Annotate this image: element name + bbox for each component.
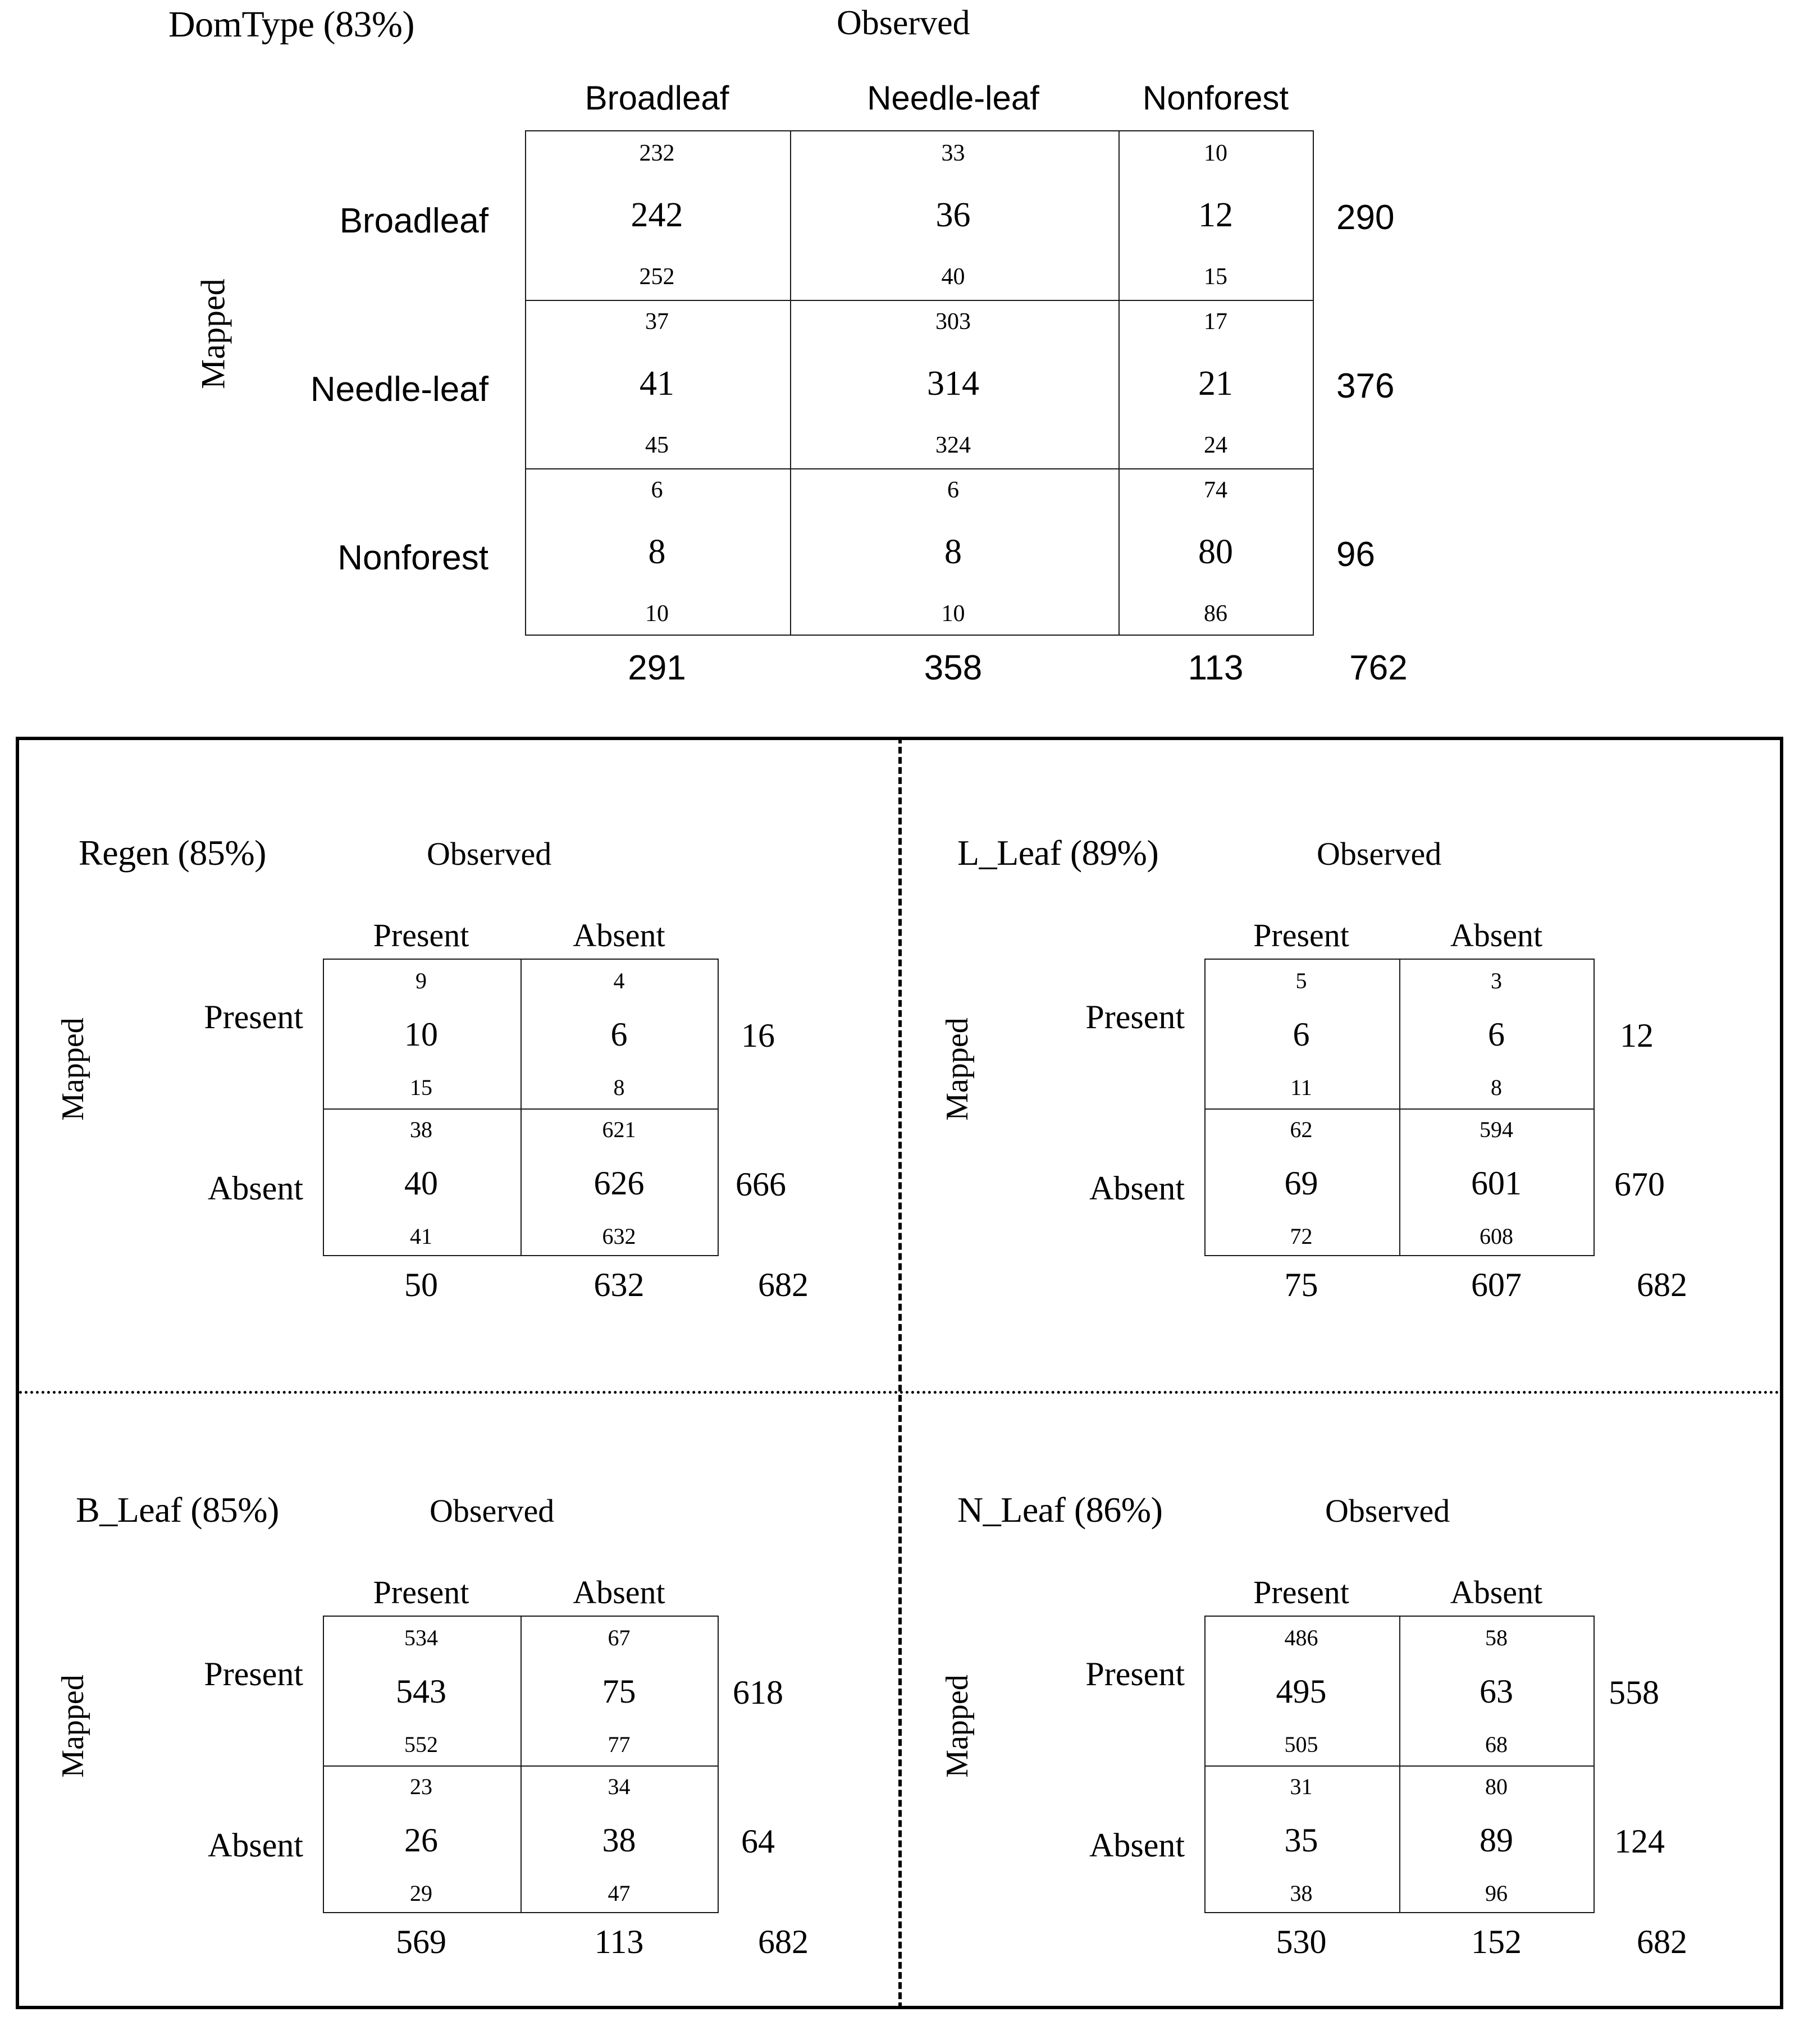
cell-lower-bound: 232 (639, 140, 675, 166)
cell-upper-bound: 10 (941, 601, 965, 627)
n-leaf-col-header-1: Absent (1450, 1574, 1543, 1610)
cell-upper-bound: 552 (404, 1732, 438, 1757)
col-total-value: 569 (396, 1923, 446, 1960)
n-leaf-cell-r1c1 (1398, 1776, 1595, 1905)
n-leaf-row-total-1: 124 (1614, 1823, 1665, 1860)
regen-col-total-1 (519, 1266, 719, 1304)
n-leaf-observed-axis-label: Observed (1325, 1493, 1450, 1529)
n-leaf-cell-r0c0 (1204, 1627, 1398, 1756)
l-leaf-grid-hline-1 (1206, 1108, 1593, 1110)
cell-upper-bound: 10 (645, 601, 669, 627)
grand-total-value: 762 (1349, 649, 1408, 687)
n-leaf-col-total-1 (1398, 1923, 1595, 1961)
n-leaf-cell-r1c0 (1204, 1776, 1398, 1905)
n-leaf-row-header-0: Present (1085, 1655, 1185, 1692)
cell-estimate: 40 (404, 1165, 438, 1202)
cell-lower-bound: 4 (613, 968, 625, 993)
cell-upper-bound: 15 (410, 1075, 432, 1100)
cell-upper-bound: 41 (410, 1224, 432, 1249)
cell-lower-bound: 80 (1485, 1774, 1508, 1799)
regen-col-header-1: Absent (573, 917, 665, 953)
cell-estimate: 495 (1276, 1673, 1327, 1710)
cell-estimate: 626 (593, 1165, 645, 1202)
b-leaf-col-total-0 (323, 1923, 519, 1961)
col-total-value: 113 (1188, 649, 1244, 687)
regen-row-total-0: 16 (741, 1017, 775, 1054)
regen-cell-r1c0 (323, 1119, 519, 1248)
cell-upper-bound: 8 (1491, 1075, 1502, 1100)
col-total-value: 530 (1276, 1923, 1327, 1960)
n-leaf-mapped-axis-label: Mapped (940, 1675, 975, 1778)
cell-estimate: 89 (1480, 1822, 1513, 1859)
domtype-row-total-1: 376 (1336, 367, 1395, 405)
l-leaf-grand-total (1600, 1266, 1724, 1304)
cell-lower-bound: 9 (415, 968, 427, 993)
domtype-grid-hline-2 (526, 468, 1313, 469)
l-leaf-col-total-1 (1398, 1266, 1595, 1304)
cell-lower-bound: 6 (651, 477, 663, 503)
cell-estimate: 543 (396, 1673, 446, 1710)
grand-total-value: 682 (758, 1266, 809, 1303)
regen-cell-r0c0 (323, 970, 519, 1099)
cell-lower-bound: 67 (608, 1625, 631, 1650)
b-leaf-observed-axis-label: Observed (430, 1493, 555, 1529)
cell-lower-bound: 486 (1284, 1625, 1318, 1650)
cell-estimate: 80 (1198, 533, 1233, 571)
col-total-value: 358 (924, 649, 983, 687)
b-leaf-cell-r0c0 (323, 1627, 519, 1756)
regen-row-header-0: Present (204, 998, 303, 1035)
cell-estimate: 36 (935, 196, 971, 234)
col-total-value: 113 (594, 1923, 644, 1960)
domtype-title: DomType (83%) (168, 4, 414, 45)
b-leaf-cell-r1c0 (323, 1776, 519, 1905)
cell-upper-bound: 96 (1485, 1881, 1508, 1906)
l-leaf-cell-r1c1 (1398, 1119, 1595, 1248)
l-leaf-col-header-1: Absent (1450, 917, 1543, 953)
cell-estimate: 6 (1293, 1016, 1310, 1053)
l-leaf-col-header-0: Present (1253, 917, 1349, 953)
regen-col-header-0: Present (373, 917, 469, 953)
cell-lower-bound: 34 (608, 1774, 631, 1799)
b-leaf-row-header-1: Absent (208, 1827, 303, 1864)
l-leaf-cell-r1c0 (1204, 1119, 1398, 1248)
l-leaf-row-total-0: 12 (1620, 1017, 1654, 1054)
regen-grand-total (722, 1266, 845, 1304)
col-total-value: 632 (593, 1266, 645, 1303)
cell-estimate: 10 (404, 1016, 438, 1053)
domtype-col-total-0 (525, 648, 789, 688)
grand-total-value: 682 (758, 1923, 809, 1960)
cell-estimate: 601 (1471, 1165, 1522, 1202)
domtype-col-total-1 (789, 648, 1117, 688)
cell-estimate: 35 (1284, 1822, 1318, 1859)
cell-estimate: 69 (1284, 1165, 1318, 1202)
l-leaf-cell-r0c0 (1204, 970, 1398, 1099)
n-leaf-col-total-0 (1204, 1923, 1398, 1961)
cell-upper-bound: 324 (935, 432, 971, 458)
cell-lower-bound: 621 (602, 1117, 636, 1142)
cell-lower-bound: 37 (645, 309, 669, 335)
b-leaf-row-header-0: Present (204, 1655, 303, 1692)
cell-upper-bound: 632 (602, 1224, 636, 1249)
cell-estimate: 242 (631, 196, 683, 234)
domtype-row-header-0: Broadleaf (339, 202, 488, 240)
n-leaf-cell-r0c1 (1398, 1627, 1595, 1756)
cell-estimate: 8 (944, 533, 962, 571)
cell-upper-bound: 40 (941, 264, 965, 290)
domtype-cell-r1c2 (1117, 310, 1314, 457)
cell-estimate: 6 (610, 1016, 628, 1053)
cell-estimate: 41 (640, 364, 674, 403)
b-leaf-grand-total (722, 1923, 845, 1961)
domtype-col-header-0: Broadleaf (585, 79, 729, 117)
domtype-cell-r2c2 (1117, 478, 1314, 626)
domtype-cell-r0c0 (525, 142, 789, 289)
regen-observed-axis-label: Observed (427, 836, 552, 872)
n-leaf-col-header-0: Present (1253, 1574, 1349, 1610)
domtype-row-header-1: Needle-leaf (310, 370, 488, 409)
cell-estimate: 12 (1198, 196, 1233, 234)
n-leaf-matrix-panel (898, 1391, 1799, 2009)
domtype-cell-r1c0 (525, 310, 789, 457)
cell-lower-bound: 303 (935, 309, 971, 335)
b-leaf-title: B_Leaf (85%) (76, 1490, 279, 1530)
b-leaf-col-header-1: Absent (573, 1574, 665, 1610)
l-leaf-cell-r0c1 (1398, 970, 1595, 1099)
domtype-cell-r2c1 (789, 478, 1117, 626)
cell-upper-bound: 11 (1290, 1075, 1312, 1100)
l-leaf-mapped-axis-label: Mapped (940, 1018, 975, 1121)
domtype-mapped-axis-label: Mapped (194, 279, 232, 389)
cell-upper-bound: 45 (645, 432, 669, 458)
domtype-row-header-2: Nonforest (337, 539, 488, 577)
n-leaf-row-total-0: 558 (1609, 1674, 1659, 1711)
cell-upper-bound: 29 (410, 1881, 432, 1906)
domtype-observed-axis-label: Observed (837, 4, 970, 42)
domtype-col-header-1: Needle-leaf (867, 79, 1039, 117)
domtype-cell-r0c1 (789, 142, 1117, 289)
regen-col-total-0 (323, 1266, 519, 1304)
grand-total-value: 682 (1637, 1266, 1687, 1303)
cell-lower-bound: 6 (947, 477, 959, 503)
cell-estimate: 21 (1198, 364, 1233, 403)
cell-upper-bound: 15 (1204, 264, 1227, 290)
domtype-col-header-2: Nonforest (1142, 79, 1289, 117)
cell-lower-bound: 74 (1204, 477, 1227, 503)
cell-upper-bound: 72 (1290, 1224, 1313, 1249)
cell-lower-bound: 17 (1204, 309, 1227, 335)
b-leaf-matrix-panel (0, 1391, 898, 2009)
domtype-cell-r1c1 (789, 310, 1117, 457)
cell-upper-bound: 608 (1480, 1224, 1513, 1249)
b-leaf-mapped-axis-label: Mapped (56, 1675, 90, 1778)
cell-lower-bound: 58 (1485, 1625, 1508, 1650)
regen-matrix-panel (0, 737, 898, 1391)
l-leaf-observed-axis-label: Observed (1317, 836, 1442, 872)
domtype-row-total-0: 290 (1336, 198, 1395, 237)
b-leaf-col-header-0: Present (373, 1574, 469, 1610)
cell-estimate: 38 (602, 1822, 636, 1859)
cell-upper-bound: 505 (1284, 1732, 1318, 1757)
b-leaf-cell-r0c1 (519, 1627, 719, 1756)
regen-grid-hline-1 (324, 1108, 718, 1110)
domtype-cell-r0c2 (1117, 142, 1314, 289)
l-leaf-col-total-0 (1204, 1266, 1398, 1304)
l-leaf-row-header-0: Present (1085, 998, 1185, 1035)
cell-lower-bound: 3 (1491, 968, 1502, 993)
regen-cell-r1c1 (519, 1119, 719, 1248)
n-leaf-grand-total (1600, 1923, 1724, 1961)
cell-lower-bound: 594 (1480, 1117, 1513, 1142)
regen-row-total-1: 666 (736, 1166, 786, 1203)
cell-lower-bound: 62 (1290, 1117, 1313, 1142)
regen-row-header-1: Absent (208, 1170, 303, 1207)
b-leaf-cell-r1c1 (519, 1776, 719, 1905)
col-total-value: 50 (404, 1266, 438, 1303)
b-leaf-col-total-1 (519, 1923, 719, 1961)
cell-upper-bound: 24 (1204, 432, 1227, 458)
cell-upper-bound: 8 (613, 1075, 625, 1100)
cell-estimate: 314 (927, 364, 979, 403)
col-total-value: 152 (1471, 1923, 1522, 1960)
domtype-row-total-2: 96 (1336, 535, 1375, 574)
domtype-grand-total (1314, 648, 1443, 688)
cell-upper-bound: 86 (1204, 601, 1227, 627)
cell-estimate: 26 (404, 1822, 438, 1859)
domtype-matrix-panel (0, 0, 1799, 696)
cell-upper-bound: 252 (639, 264, 675, 290)
cell-upper-bound: 77 (608, 1732, 631, 1757)
b-leaf-row-total-1: 64 (741, 1823, 775, 1860)
cell-estimate: 63 (1480, 1673, 1513, 1710)
l-leaf-row-total-1: 670 (1614, 1166, 1665, 1203)
cell-lower-bound: 33 (941, 140, 965, 166)
col-total-value: 291 (628, 649, 686, 687)
cell-upper-bound: 47 (608, 1881, 631, 1906)
regen-cell-r0c1 (519, 970, 719, 1099)
col-total-value: 607 (1471, 1266, 1522, 1303)
grand-total-value: 682 (1637, 1923, 1687, 1960)
l-leaf-matrix-panel (898, 737, 1799, 1391)
n-leaf-row-header-1: Absent (1089, 1827, 1185, 1864)
n-leaf-grid-hline-1 (1206, 1765, 1593, 1767)
cell-lower-bound: 38 (410, 1117, 432, 1142)
cell-lower-bound: 5 (1295, 968, 1307, 993)
domtype-grid-hline-1 (526, 300, 1313, 301)
regen-title: Regen (85%) (79, 833, 266, 873)
cell-estimate: 75 (602, 1673, 636, 1710)
l-leaf-title: L_Leaf (89%) (957, 833, 1159, 873)
b-leaf-grid-hline-1 (324, 1765, 718, 1767)
cell-upper-bound: 68 (1485, 1732, 1508, 1757)
b-leaf-row-total-0: 618 (733, 1674, 783, 1711)
cell-lower-bound: 10 (1204, 140, 1227, 166)
cell-lower-bound: 31 (1290, 1774, 1313, 1799)
l-leaf-row-header-1: Absent (1089, 1170, 1185, 1207)
domtype-col-total-2 (1117, 648, 1314, 688)
domtype-cell-r2c0 (525, 478, 789, 626)
cell-lower-bound: 23 (410, 1774, 432, 1799)
cell-lower-bound: 534 (404, 1625, 438, 1650)
cell-estimate: 8 (648, 533, 666, 571)
regen-mapped-axis-label: Mapped (56, 1018, 90, 1121)
cell-upper-bound: 38 (1290, 1881, 1313, 1906)
col-total-value: 75 (1284, 1266, 1318, 1303)
cell-estimate: 6 (1488, 1016, 1505, 1053)
n-leaf-title: N_Leaf (86%) (957, 1490, 1163, 1530)
